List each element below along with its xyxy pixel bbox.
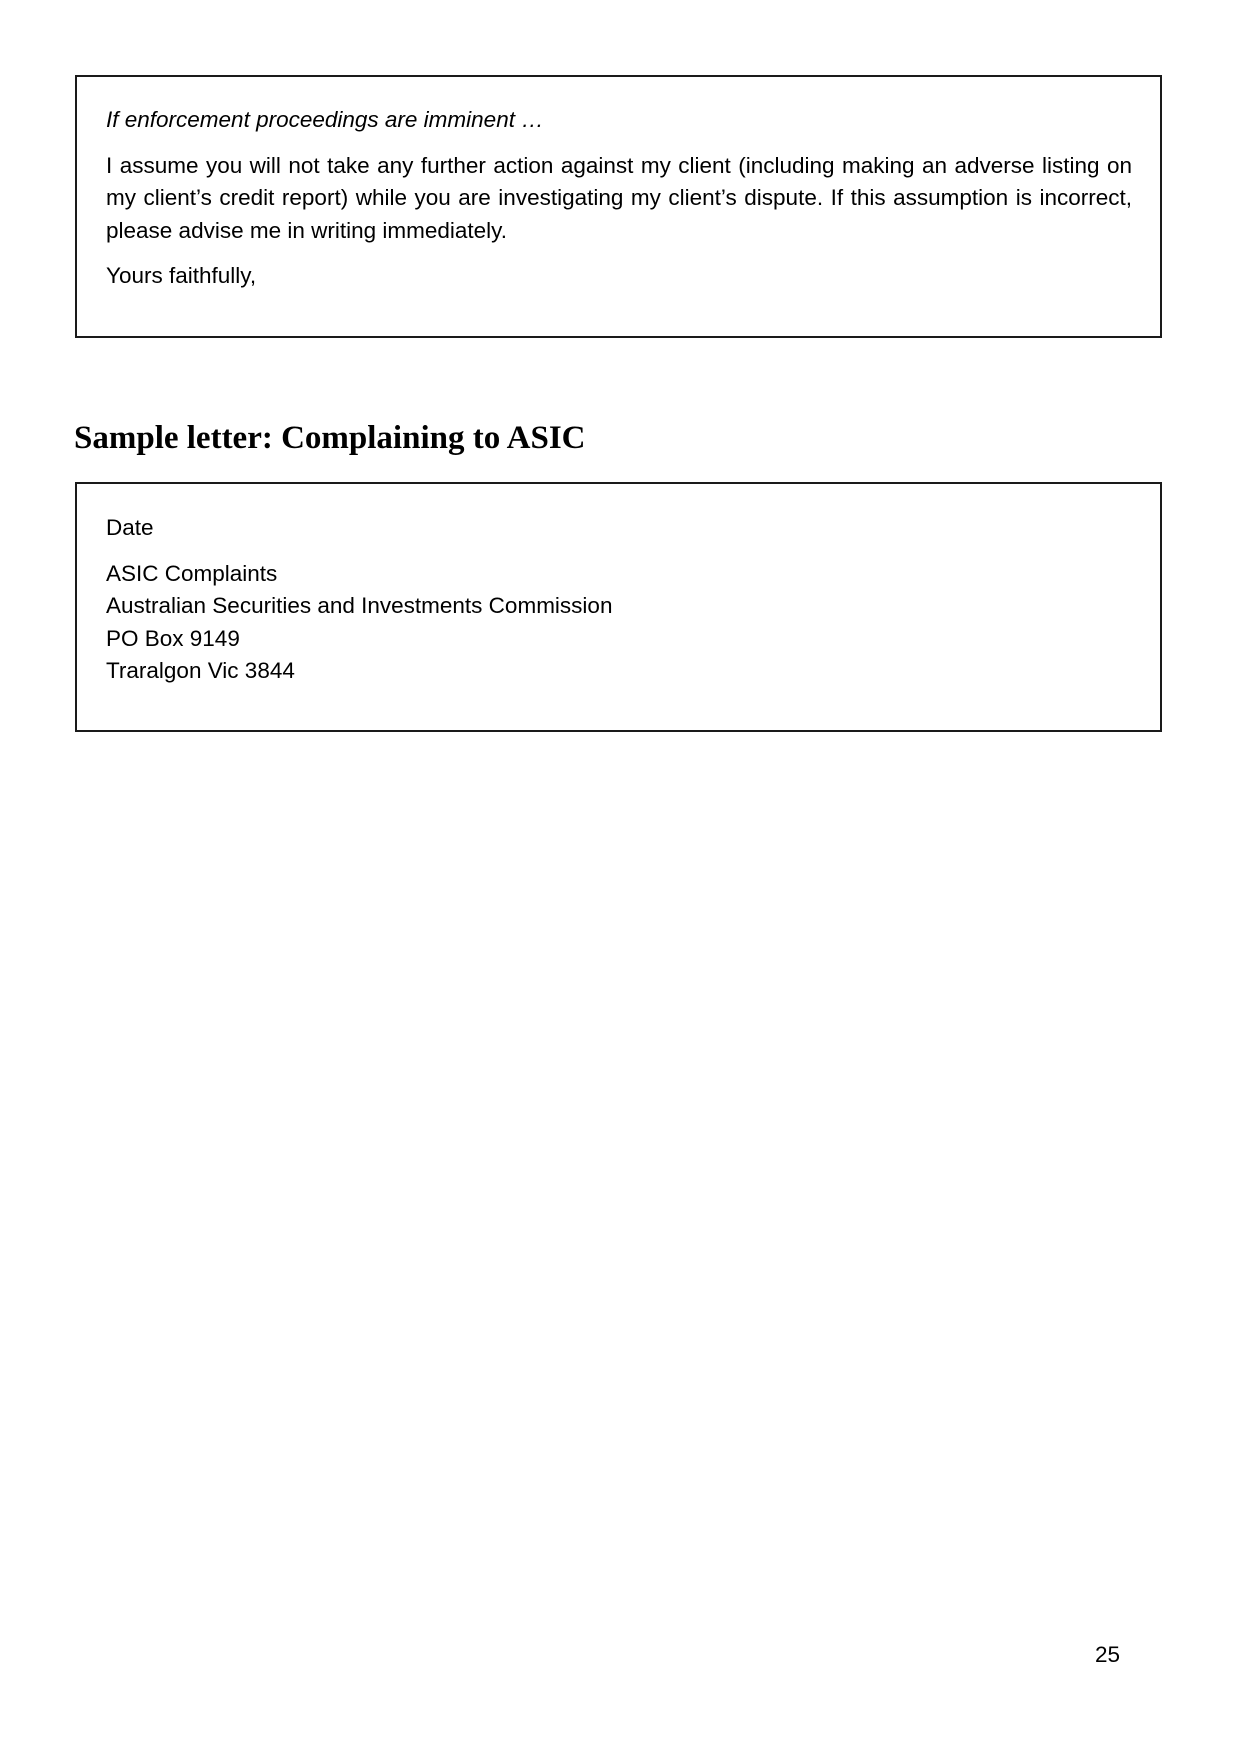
letter-body-line: please advise me in writing immediately. (106, 217, 508, 243)
enforcement-proceedings-note: If enforcement proceedings are imminent … (106, 107, 544, 132)
address-line: ASIC Complaints (106, 560, 278, 586)
letter-date: Date (106, 515, 154, 540)
letter-template-box (75, 75, 1162, 338)
recipient-address (106, 558, 1132, 688)
address-line: Traralgon Vic 3844 (106, 658, 295, 683)
letter-closing: Yours faithfully, (106, 263, 257, 288)
page-number: 25 (1094, 1642, 1120, 1667)
address-line: PO Box 9149 (106, 625, 240, 651)
address-line: Australian Securities and Investments Commission (106, 593, 613, 618)
letter-body-line: my client’s credit report) while you are investigating my client’s dispute. If this assumption is incorrect, (106, 185, 1132, 210)
section-heading: Sample letter: Complaining to ASIC (74, 420, 586, 456)
asic-letter-box (75, 482, 1162, 732)
letter-body-line: I assume you will not take any further action against my client (including making an adverse listing on (106, 152, 1132, 178)
letter-body-paragraph (106, 150, 1132, 248)
